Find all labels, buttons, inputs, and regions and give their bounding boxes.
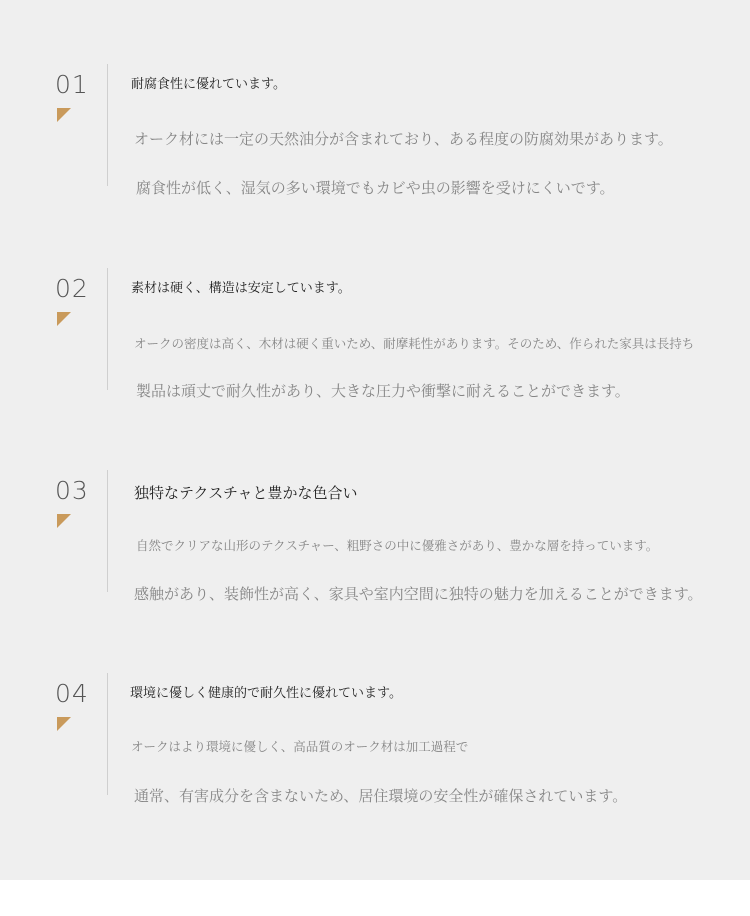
feature-description-line2: 通常、有害成分を含まないため、居住環境の安全性が確保されています。 bbox=[134, 787, 628, 805]
corner-marker-icon bbox=[57, 717, 71, 731]
feature-number: 04 bbox=[55, 679, 89, 708]
feature-description-line1: オークの密度は高く、木材は硬く重いため、耐摩耗性があります。そのため、作られた家具は長持ち bbox=[134, 336, 695, 351]
corner-marker-icon bbox=[57, 312, 71, 326]
feature-heading: 素材は硬く、構造は安定しています。 bbox=[131, 281, 351, 296]
feature-heading: 環境に優しく健康的で耐久性に優れています。 bbox=[130, 686, 402, 701]
feature-number: 02 bbox=[55, 274, 89, 303]
feature-description-line2: 感触があり、装飾性が高く、家具や室内空間に独特の魅力を加えることができます。 bbox=[134, 585, 703, 603]
feature-description-line2: 製品は頑丈で耐久性があり、大きな圧力や衝撃に耐えることができます。 bbox=[136, 382, 630, 400]
divider-line bbox=[107, 673, 108, 795]
feature-number: 01 bbox=[55, 70, 89, 99]
feature-description-line1: オークはより環境に優しく、高品質のオーク材は加工過程で bbox=[131, 739, 469, 754]
feature-heading: 独特なテクスチャと豊かな色合い bbox=[134, 484, 358, 502]
divider-line bbox=[107, 64, 108, 186]
corner-marker-icon bbox=[57, 108, 71, 122]
feature-description-line2: 腐食性が低く、湿気の多い環境でもカビや虫の影響を受けにくいです。 bbox=[136, 179, 615, 197]
divider-line bbox=[107, 470, 108, 592]
feature-number: 03 bbox=[55, 476, 89, 505]
feature-heading: 耐腐食性に優れています。 bbox=[131, 77, 286, 92]
feature-description-line1: オーク材には一定の天然油分が含まれており、ある程度の防腐効果があります。 bbox=[134, 130, 673, 148]
feature-description-line1: 自然でクリアな山形のテクスチャー、粗野さの中に優雅さがあり、豊かな層を持っています。 bbox=[136, 538, 659, 553]
divider-line bbox=[107, 268, 108, 390]
corner-marker-icon bbox=[57, 514, 71, 528]
